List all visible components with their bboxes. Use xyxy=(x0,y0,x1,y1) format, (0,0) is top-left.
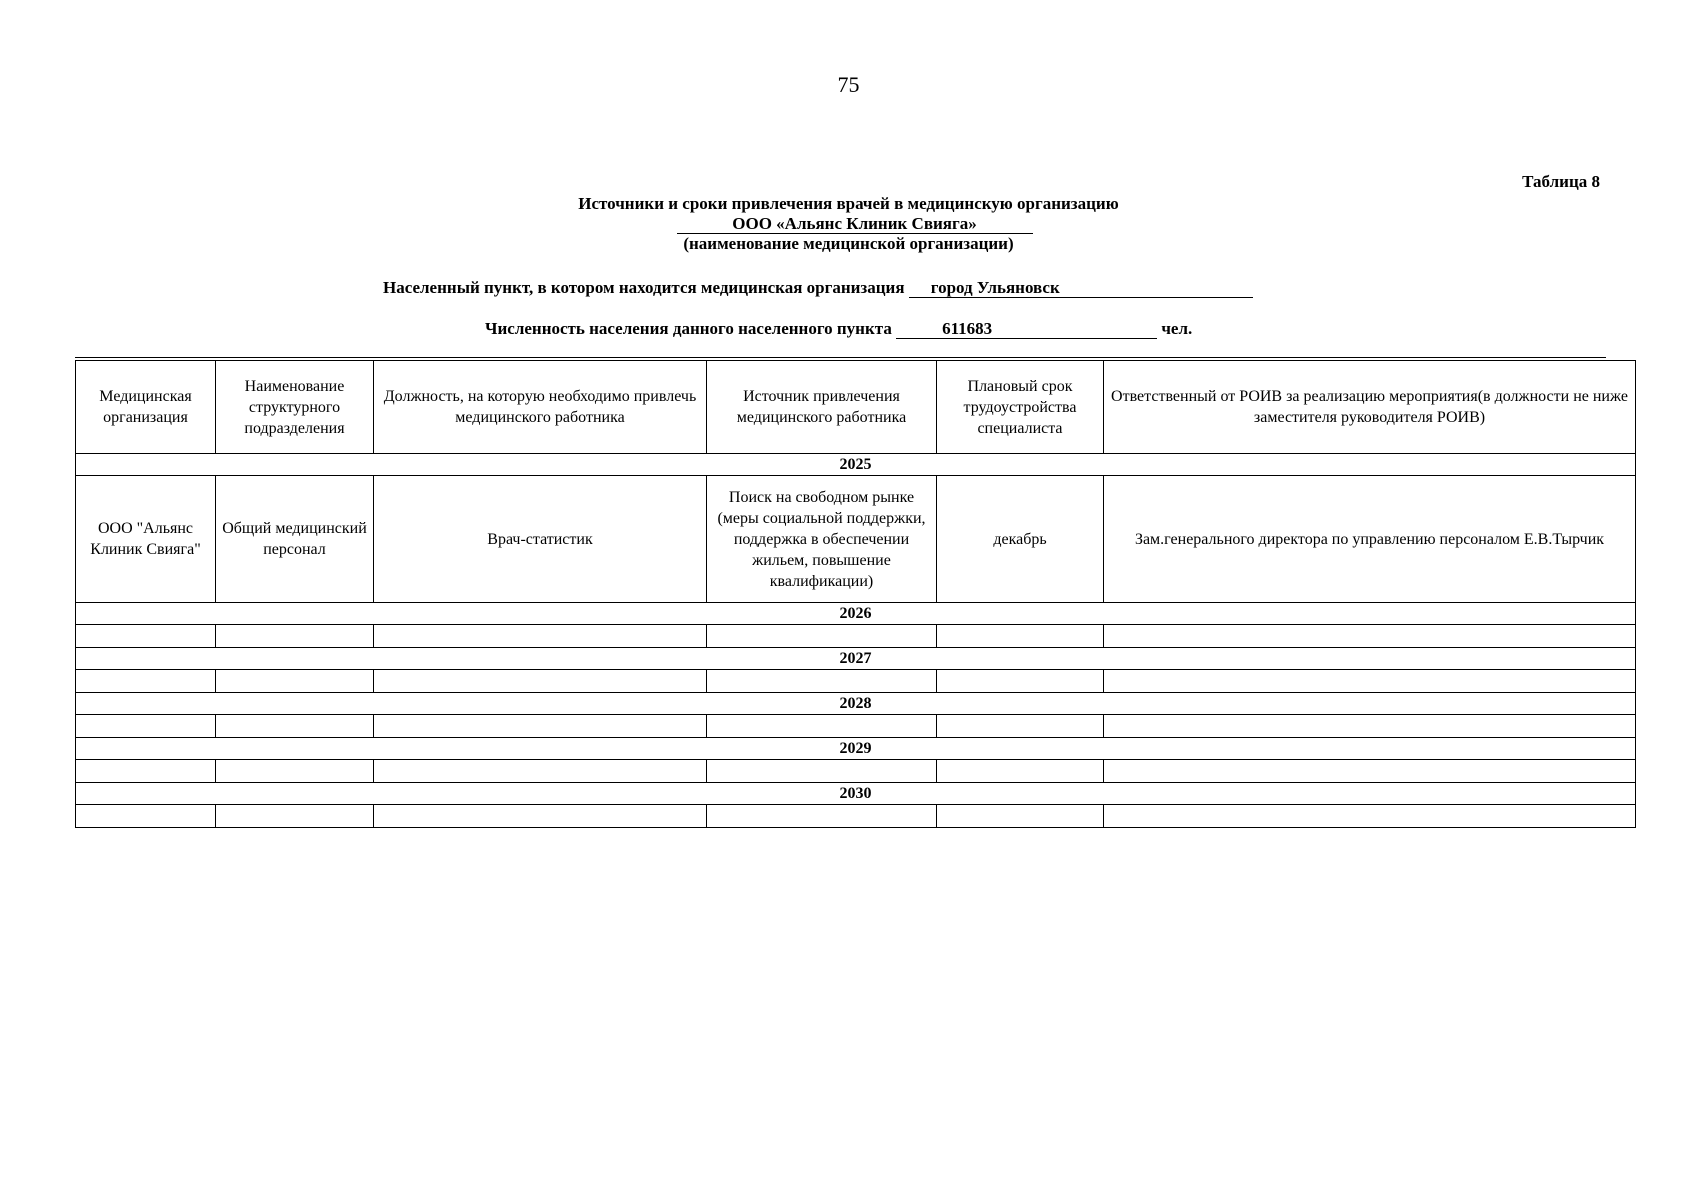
population-label: Численность населения данного населенного пункта xyxy=(485,319,892,338)
empty-cell xyxy=(1104,805,1636,828)
empty-cell xyxy=(707,805,937,828)
year-row xyxy=(76,738,1636,760)
empty-cell xyxy=(76,670,216,693)
top-rule xyxy=(75,357,1606,358)
empty-cell xyxy=(1104,670,1636,693)
empty-cell xyxy=(707,625,937,648)
empty-cell xyxy=(374,670,707,693)
empty-cell xyxy=(374,805,707,828)
position-cell: Врач-статистик xyxy=(374,476,707,603)
heading-title: Источники и сроки привлечения врачей в медицинскую организацию xyxy=(578,194,1119,213)
header-cell: Должность, на которую необходимо привлечь медицинского работника xyxy=(374,361,707,454)
empty-cell xyxy=(374,715,707,738)
population-unit: чел. xyxy=(1161,319,1193,338)
organization-cell: ООО "Альянс Клиник Свияга" xyxy=(76,476,216,603)
empty-cell xyxy=(707,760,937,783)
empty-cell xyxy=(374,760,707,783)
locality-value: город Ульяновск xyxy=(909,278,1253,298)
empty-cell xyxy=(216,805,374,828)
empty-cell xyxy=(216,760,374,783)
year-cell: 2025 xyxy=(76,454,1636,476)
empty-cell xyxy=(76,715,216,738)
table-label: Таблица 8 xyxy=(1522,172,1600,191)
empty-cell xyxy=(1104,625,1636,648)
empty-row xyxy=(76,625,1636,648)
source-cell: Поиск на свободном рынке (меры социальной поддержки, поддержка в обеспечении жильем, повышение квалификации) xyxy=(707,476,937,603)
organization-caption: (наименование медицинской организации) xyxy=(683,234,1014,253)
year-row xyxy=(76,603,1636,625)
heading-block xyxy=(0,194,1697,254)
header-cell: Плановый срок трудоустройства специалиста xyxy=(937,361,1104,454)
empty-row xyxy=(76,670,1636,693)
year-row xyxy=(76,693,1636,715)
empty-cell xyxy=(76,805,216,828)
year-cell: 2027 xyxy=(76,648,1636,670)
header-cell: Ответственный от РОИВ за реализацию мероприятия(в должности не ниже заместителя руководителя РОИВ) xyxy=(1104,361,1636,454)
empty-cell xyxy=(1104,715,1636,738)
empty-cell xyxy=(1104,760,1636,783)
header-cell: Медицинская организация xyxy=(76,361,216,454)
year-cell: 2028 xyxy=(76,693,1636,715)
empty-cell xyxy=(216,715,374,738)
empty-cell xyxy=(937,805,1104,828)
organization-name: ООО «Альянс Клиник Свияга» xyxy=(677,214,1033,234)
recruitment-table xyxy=(75,360,1636,828)
header-row xyxy=(76,361,1636,454)
year-cell: 2029 xyxy=(76,738,1636,760)
empty-row xyxy=(76,805,1636,828)
year-row xyxy=(76,648,1636,670)
empty-cell xyxy=(937,670,1104,693)
empty-cell xyxy=(707,715,937,738)
responsible-cell: Зам.генерального директора по управлению персоналом Е.В.Тырчик xyxy=(1104,476,1636,603)
table-row xyxy=(76,476,1636,603)
year-cell: 2026 xyxy=(76,603,1636,625)
year-row xyxy=(76,783,1636,805)
deadline-cell: декабрь xyxy=(937,476,1104,603)
year-row xyxy=(76,454,1636,476)
empty-cell xyxy=(76,625,216,648)
empty-cell xyxy=(937,715,1104,738)
empty-row xyxy=(76,715,1636,738)
empty-cell xyxy=(937,625,1104,648)
page-number: 75 xyxy=(837,72,860,97)
department-cell: Общий медицинский персонал xyxy=(216,476,374,603)
empty-row xyxy=(76,760,1636,783)
header-cell: Наименование структурного подразделения xyxy=(216,361,374,454)
header-cell: Источник привлечения медицинского работника xyxy=(707,361,937,454)
locality-label: Населенный пункт, в котором находится медицинская организация xyxy=(383,278,905,297)
year-cell: 2030 xyxy=(76,783,1636,805)
empty-cell xyxy=(76,760,216,783)
empty-cell xyxy=(216,625,374,648)
empty-cell xyxy=(937,760,1104,783)
organization-line xyxy=(0,214,1697,234)
empty-cell xyxy=(374,625,707,648)
empty-cell xyxy=(707,670,937,693)
empty-cell xyxy=(216,670,374,693)
population-value: 611683 xyxy=(896,319,1157,339)
